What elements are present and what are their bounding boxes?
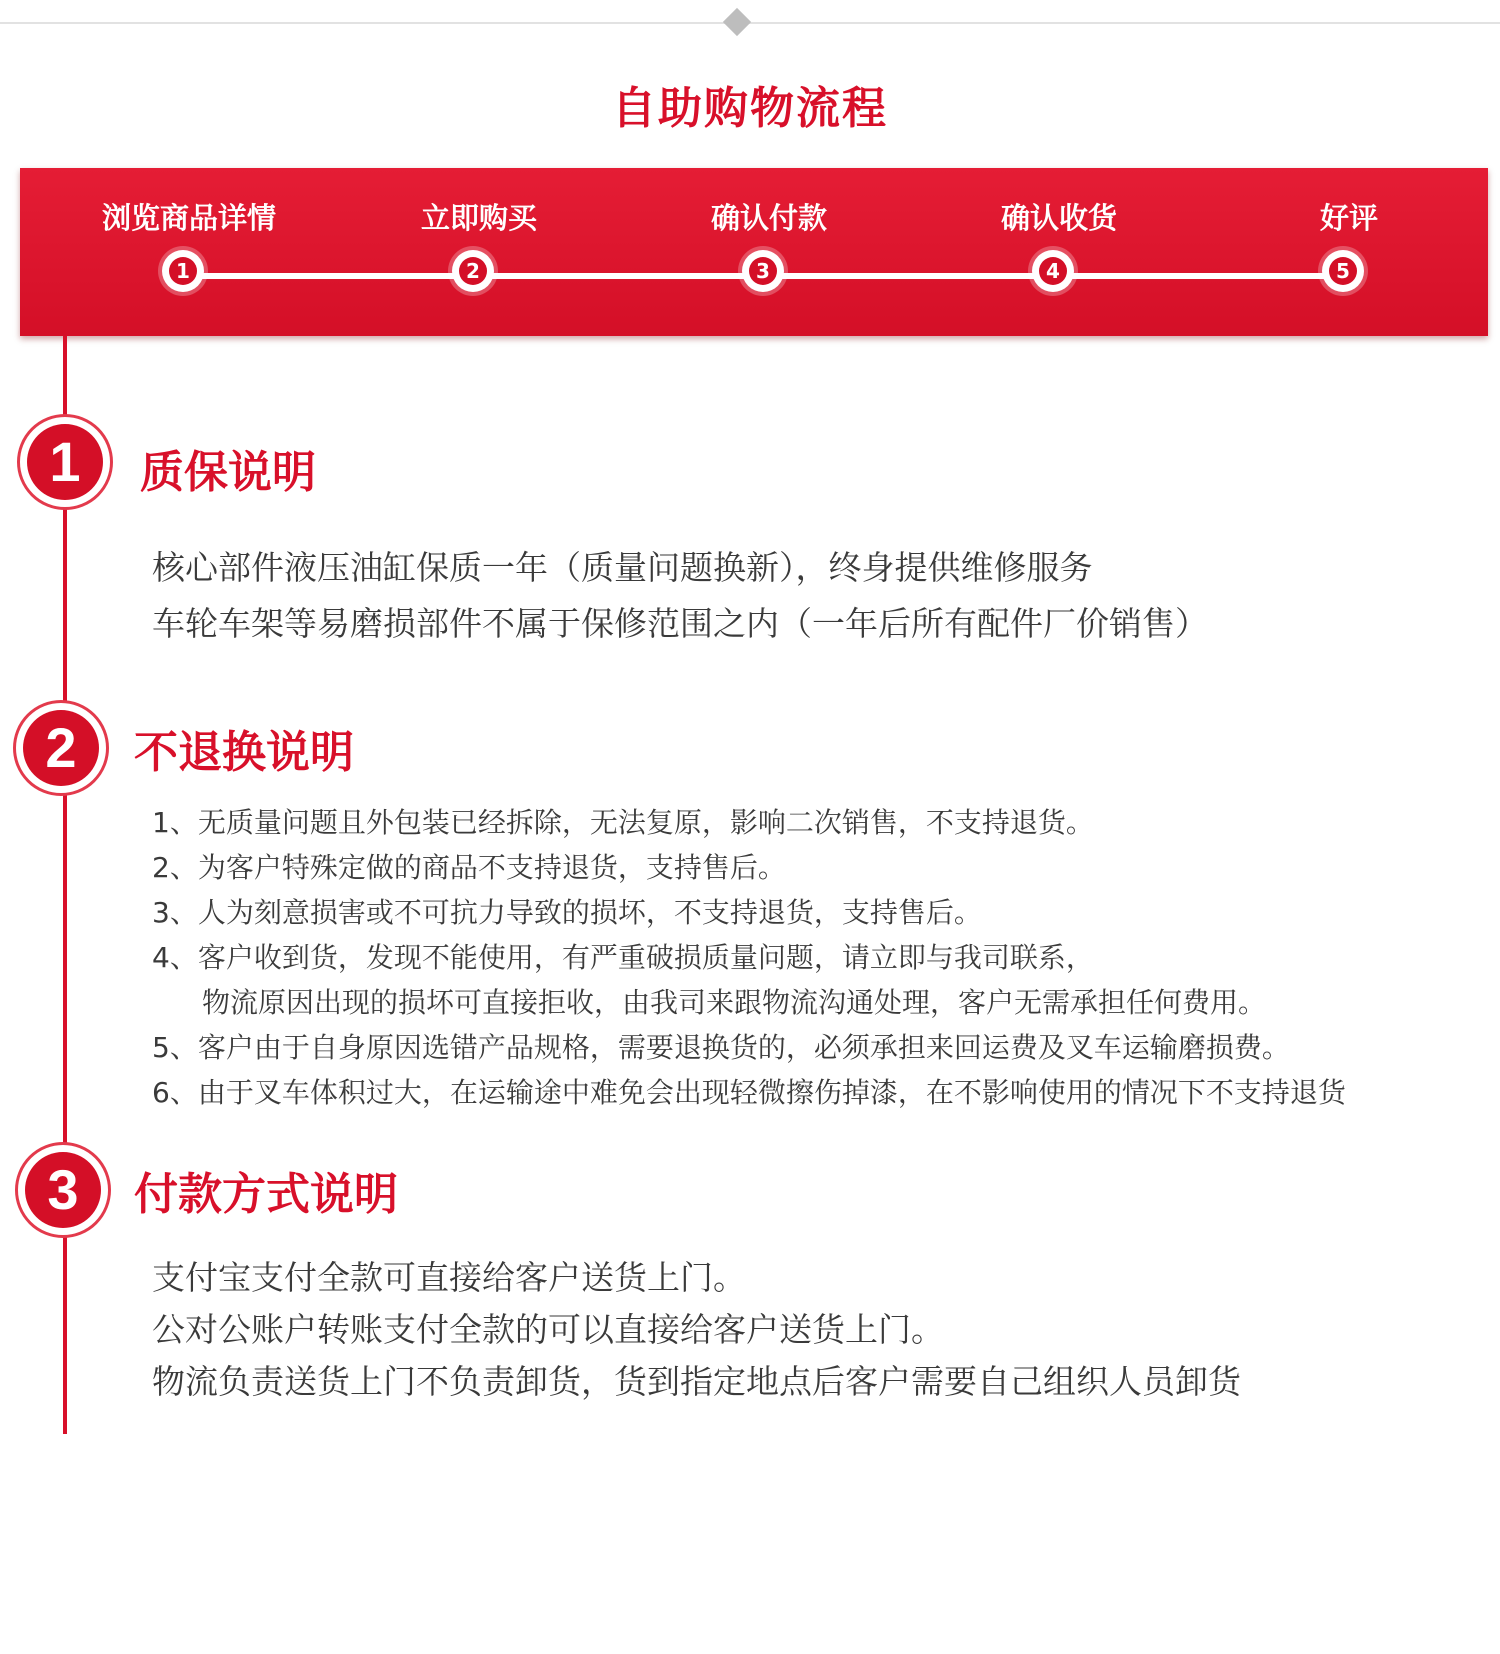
text-line: 车轮车架等易磨损部件不属于保修范围之内（一年后所有配件厂价销售） bbox=[152, 604, 1208, 643]
step-number-circle bbox=[452, 250, 494, 292]
warranty-text bbox=[152, 540, 1208, 652]
list-item: 2、为客户特殊定做的商品不支持退货，支持售后。 bbox=[152, 851, 786, 884]
step-number-circle bbox=[742, 250, 784, 292]
top-diamond-ornament bbox=[723, 8, 751, 36]
section-number: 3 bbox=[25, 1152, 101, 1228]
list-item: 6、由于叉车体积过大，在运输途中难免会出现轻微擦伤掉漆，在不影响使用的情况下不支持退货 bbox=[152, 1076, 1346, 1109]
step-number: 3 bbox=[749, 257, 777, 285]
section-number: 1 bbox=[27, 424, 103, 500]
list-item: 5、客户由于自身原因选错产品规格，需要退换货的，必须承担来回运费及叉车运输磨损费。 bbox=[152, 1031, 1290, 1064]
process-step-4 bbox=[939, 168, 1179, 336]
section-number-badge bbox=[15, 1142, 111, 1238]
step-number: 2 bbox=[459, 257, 487, 285]
list-item: 1、无质量问题且外包装已经拆除，无法复原，影响二次销售，不支持退货。 bbox=[152, 806, 1094, 839]
process-step-1 bbox=[69, 168, 309, 336]
list-item: 3、人为刻意损害或不可抗力导致的损坏，不支持退货，支持售后。 bbox=[152, 896, 982, 929]
step-number: 5 bbox=[1329, 257, 1357, 285]
process-banner bbox=[20, 168, 1488, 336]
step-label: 确认收货 bbox=[1000, 201, 1117, 235]
no-return-list bbox=[152, 800, 1346, 1115]
list-item-continuation: 物流原因出现的损坏可直接拒收，由我司来跟物流沟通处理，客户无需承担任何费用。 bbox=[202, 986, 1267, 1019]
text-line: 支付宝支付全款可直接给客户送货上门。 bbox=[152, 1258, 746, 1297]
step-number: 4 bbox=[1039, 257, 1067, 285]
step-number-circle bbox=[162, 250, 204, 292]
section-number: 2 bbox=[23, 710, 99, 786]
payment-text bbox=[152, 1252, 1241, 1408]
process-step-3 bbox=[649, 168, 889, 336]
step-number: 1 bbox=[169, 257, 197, 285]
text-line: 核心部件液压油缸保质一年（质量问题换新），终身提供维修服务 bbox=[152, 548, 1093, 587]
text-line: 物流负责送货上门不负责卸货，货到指定地点后客户需要自己组织人员卸货 bbox=[152, 1362, 1241, 1401]
step-number-circle bbox=[1032, 250, 1074, 292]
section-title-no-return: 不退换说明 bbox=[134, 727, 354, 778]
step-number-circle bbox=[1322, 250, 1364, 292]
process-step-2 bbox=[359, 168, 599, 336]
section-number-badge bbox=[13, 700, 109, 796]
section-title-payment: 付款方式说明 bbox=[134, 1169, 398, 1220]
process-step-5 bbox=[1229, 168, 1469, 336]
section-number-badge bbox=[17, 414, 113, 510]
step-label: 浏览商品详情 bbox=[101, 201, 276, 235]
step-label: 好评 bbox=[1319, 201, 1378, 235]
step-label: 立即购买 bbox=[420, 201, 537, 235]
page-title: 自助购物流程 bbox=[612, 83, 888, 134]
section-title-warranty: 质保说明 bbox=[140, 447, 316, 498]
list-item: 4、客户收到货，发现不能使用，有严重破损质量问题，请立即与我司联系， bbox=[152, 941, 1094, 974]
step-label: 确认付款 bbox=[710, 201, 827, 235]
text-line: 公对公账户转账支付全款的可以直接给客户送货上门。 bbox=[152, 1310, 944, 1349]
